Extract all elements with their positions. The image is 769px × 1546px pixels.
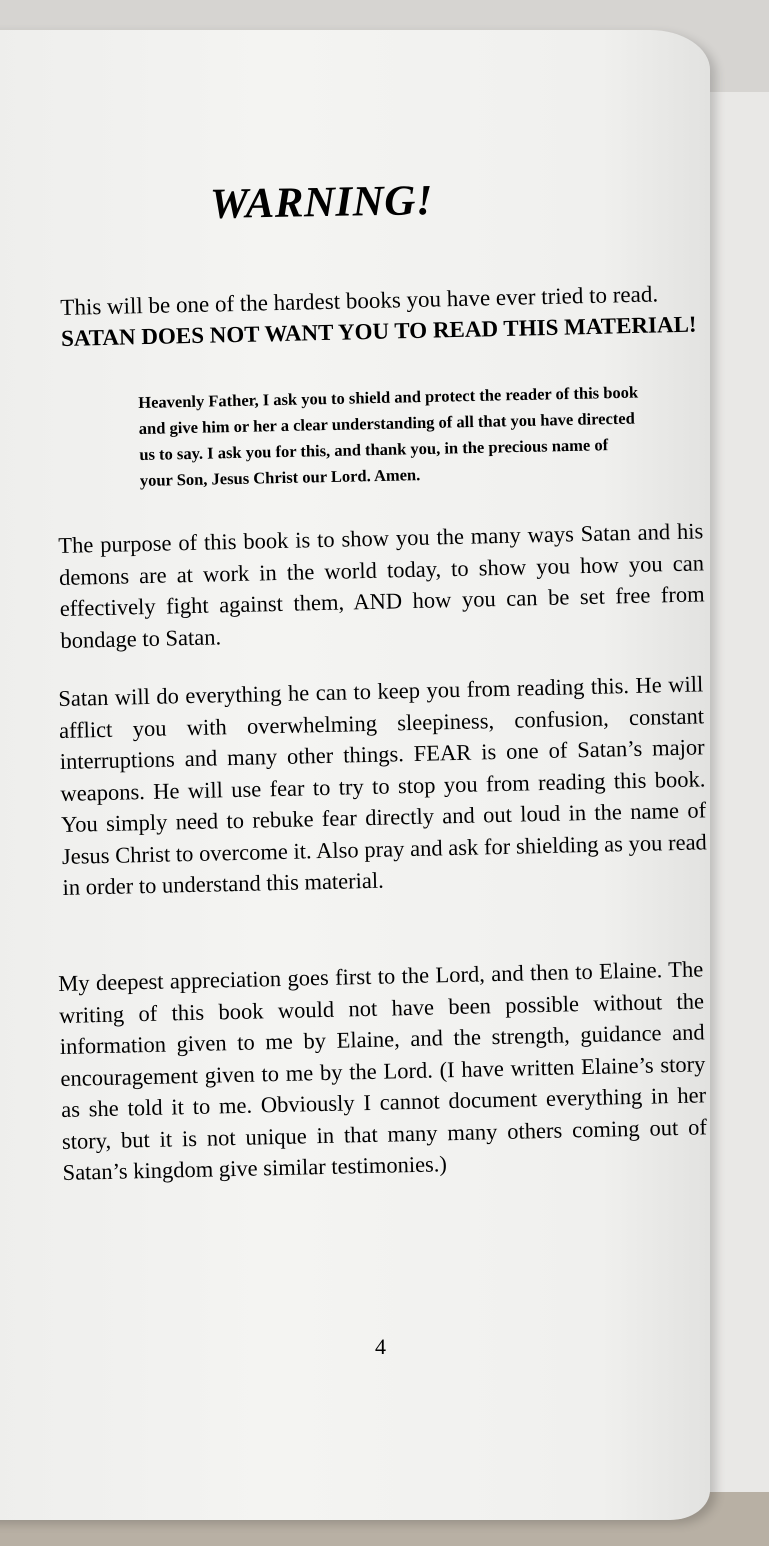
prayer-block: Heavenly Father, I ask you to shield and protect the reader of this book and give him or her a clear understanding of all that you have directed us to say. I ask you for this, and thank you, in the precious name of your Son, Jesus Christ our Lord. Amen. [138, 382, 639, 490]
page-number: 4 [375, 1334, 386, 1359]
satan-warning-paragraph: Satan will do everything he can to keep you from reading this. He will afflict you with overwhelming sleepiness, confusion, constant interruptions and many other things. FEAR is one of Satan’s major weapons. He will use fear to try to stop you from reading this book. You simply need to rebuke fear directly and out loud in the name of Jesus Christ to overcome it. Also pray and ask for shielding as you read in order to understand this material. [58, 671, 708, 900]
appreciation-paragraph: My deepest appreciation goes first to the Lord, and then to Elaine. The writing of this book would not have been possible without the information given to me by Elaine, and the strength, guidance and encouragement given to me by the Lord. (I have written Elaine’s story as she told it to me. Obviously I cannot document everything in her story, but it is not unique in that many many others coming out of Satan’s kingdom give similar testimonies.) [58, 956, 708, 1185]
intro-text: This will be one of the hardest books you have ever tried to read. [60, 281, 659, 320]
purpose-paragraph: The purpose of this book is to show you the many ways Satan and his demons are at work in the world today, to show you how you can effectively fight against them, AND how you can be set free from bondage to Satan. [58, 518, 705, 653]
page-title: WARNING! [209, 177, 434, 228]
intro-bold-warning: SATAN DOES NOT WANT YOU TO READ THIS MATERIAL! [60, 311, 697, 351]
